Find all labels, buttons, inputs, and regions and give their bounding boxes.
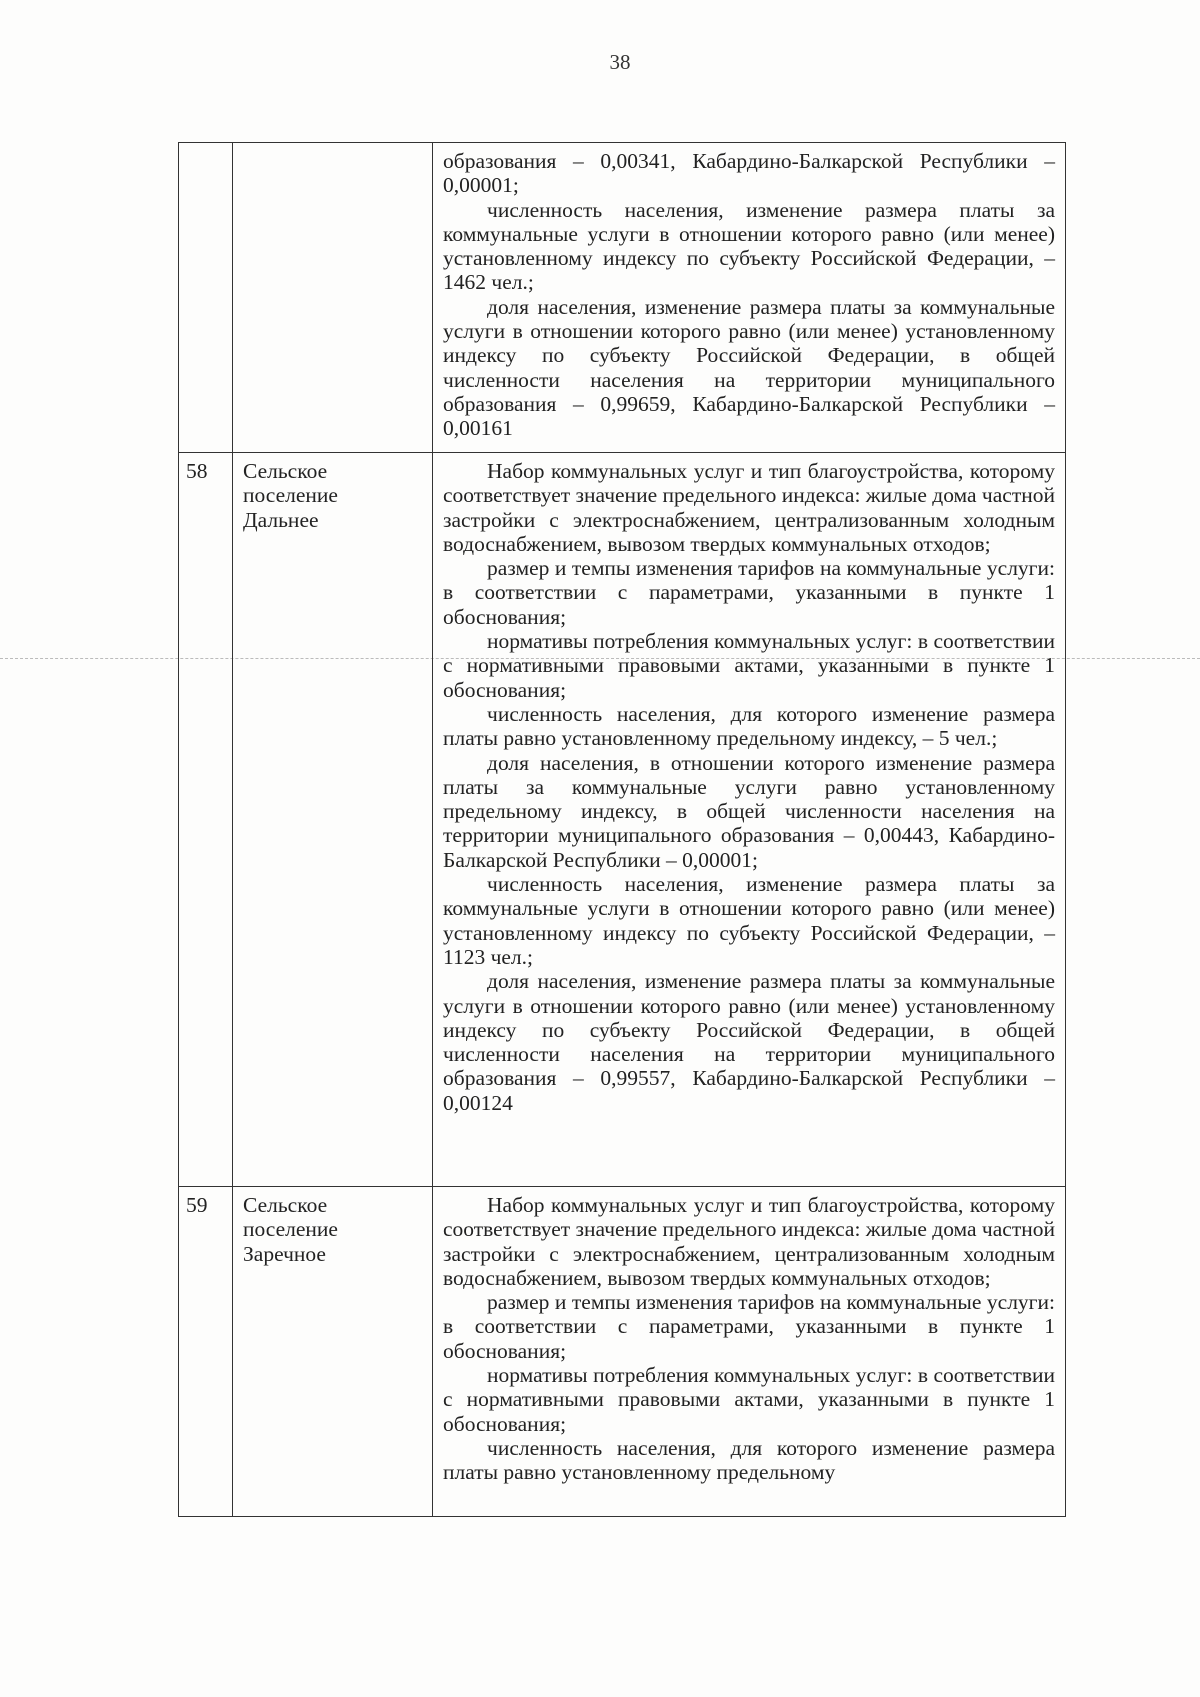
table-row (179, 1187, 1066, 1517)
description-paragraph: доля населения, в отношении которого изменение размера платы за коммунальные услуги равно установленному предельному индексу, в общей численности населения на территории муниципального образования – 0,00443, Кабардино-Балкарской Республики – 0,00001; (443, 750, 1055, 872)
settlement-name-line: Дальнее (243, 507, 319, 532)
description-paragraph: численность населения, для которого изменение размера платы равно установленному предельному (443, 1435, 1055, 1485)
description-paragraph: Набор коммунальных услуг и тип благоустройства, которому соответствует значение предельного индекса: жилые дома частной застройки с электроснабжением, централизованным холодным водоснабжением, вывозом твердых коммунальных отходов; (443, 459, 1055, 556)
settlement-name-line: поселение (243, 483, 338, 508)
table-body (179, 143, 1066, 1517)
table-row (179, 143, 1066, 453)
description-cell (433, 453, 1066, 1187)
settlement-name-line: поселение (243, 1217, 338, 1242)
description-paragraph: образования – 0,00341, Кабардино-Балкарской Республики – 0,00001; (443, 149, 1055, 198)
settlement-name-cell (233, 143, 433, 453)
description-paragraph: численность населения, для которого изменение размера платы равно установленному предельному индексу, – 5 чел.; (443, 701, 1055, 751)
description-cell (433, 143, 1066, 453)
settlement-name-cell (233, 1187, 433, 1517)
row-number-cell: 59 (179, 1187, 233, 1517)
description-paragraph: доля населения, изменение размера платы за коммунальные услуги в отношении которого равно (или менее) установленному индексу по субъекту Российской Федерации, в общей численности населения на территории муниципального образования – 0,99659, Кабардино-Балкарской Республики – 0,00161 (443, 294, 1055, 441)
description-paragraph: доля населения, изменение размера платы за коммунальные услуги в отношении которого равно (или менее) установленному индексу по субъекту Российской Федерации, в общей численности населения на территории муниципального образования – 0,99557, Кабардино-Балкарской Республики – 0,00124 (443, 969, 1055, 1115)
description-paragraph: численность населения, изменение размера платы за коммунальные услуги в отношении которого равно (или менее) установленному индексу по субъекту Российской Федерации, – 1123 чел.; (443, 872, 1055, 969)
description-paragraph: размер и темпы изменения тарифов на коммунальные услуги: в соответствии с параметрами, указанными в пункте 1 обоснования; (443, 556, 1055, 629)
row-number-cell (179, 143, 233, 453)
page-number: 38 (609, 50, 631, 74)
description-paragraph: размер и темпы изменения тарифов на коммунальные услуги: в соответствии с параметрами, указанными в пункте 1 обоснования; (443, 1290, 1055, 1363)
municipal-index-table (178, 142, 1066, 1517)
settlement-name-cell (233, 453, 433, 1187)
description-paragraph: Набор коммунальных услуг и тип благоустройства, которому соответствует значение предельного индекса: жилые дома частной застройки с электроснабжением, централизованным холодным водоснабжением, вывозом твердых коммунальных отходов; (443, 1193, 1055, 1290)
settlement-name-line: Сельское (243, 459, 328, 483)
row-number-cell: 58 (179, 453, 233, 1187)
description-cell (433, 1187, 1066, 1517)
description-paragraph: нормативы потребления коммунальных услуг: в соответствии с нормативными правовыми актами, указанными в пункте 1 обоснования; (443, 629, 1055, 702)
settlement-name-line: Сельское (243, 1193, 328, 1217)
description-paragraph: численность населения, изменение размера платы за коммунальные услуги в отношении которого равно (или менее) установленному индексу по субъекту Российской Федерации, – 1462 чел.; (443, 197, 1055, 295)
description-paragraph: нормативы потребления коммунальных услуг: в соответствии с нормативными правовыми актами, указанными в пункте 1 обоснования; (443, 1363, 1055, 1436)
table-row (179, 453, 1066, 1187)
settlement-name-line: Заречное (243, 1241, 326, 1266)
